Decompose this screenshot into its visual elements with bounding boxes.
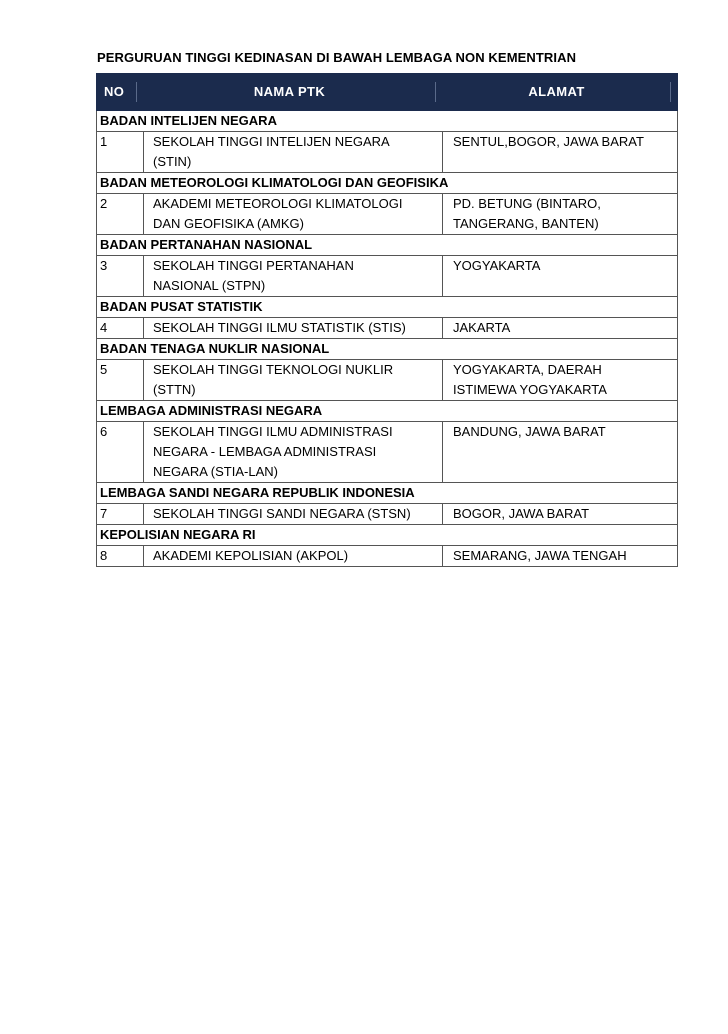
table-row [97,360,678,401]
agency-name: LEMBAGA ADMINISTRASI NEGARA [97,401,678,422]
agency-name: BADAN PERTANAHAN NASIONAL [97,235,678,256]
header-row [97,74,678,111]
agency-row [97,173,678,194]
name-line: SEKOLAH TINGGI ILMU ADMINISTRASI [153,424,393,439]
name-line: SEKOLAH TINGGI SANDI NEGARA (STSN) [153,506,411,521]
cell-address [443,546,678,567]
column-header-no [97,74,144,111]
column-header-no-label: NO [104,82,137,102]
agency-row [97,483,678,504]
agency-row [97,339,678,360]
cell-no: 2 [97,194,144,235]
cell-no: 7 [97,504,144,525]
name-line: (STIN) [153,154,192,169]
name-line: DAN GEOFISIKA (AMKG) [153,216,304,231]
agency-row [97,297,678,318]
address-line: PD. BETUNG (BINTARO, [453,196,601,211]
address-line: JAKARTA [453,320,511,335]
agency-row [97,401,678,422]
address-line: ISTIMEWA YOGYAKARTA [453,382,607,397]
cell-name [144,504,443,525]
cell-address [443,132,678,173]
agency-name: BADAN INTELIJEN NEGARA [97,111,678,132]
address-line: SENTUL,BOGOR, JAWA BARAT [453,134,644,149]
column-header-name [144,74,443,111]
cell-name [144,360,443,401]
table-row [97,256,678,297]
column-header-name-label: NAMA PTK [144,82,436,102]
agency-name: BADAN METEOROLOGI KLIMATOLOGI DAN GEOFISIKA [97,173,678,194]
ptk-table [96,73,678,567]
name-line: SEKOLAH TINGGI ILMU STATISTIK (STIS) [153,320,406,335]
agency-name: LEMBAGA SANDI NEGARA REPUBLIK INDONESIA [97,483,678,504]
name-line: SEKOLAH TINGGI INTELIJEN NEGARA [153,134,390,149]
table-row [97,318,678,339]
cell-no: 1 [97,132,144,173]
page-title: PERGURUAN TINGGI KEDINASAN DI BAWAH LEMBAGA NON KEMENTRIAN [97,50,577,65]
cell-no: 4 [97,318,144,339]
cell-no: 6 [97,422,144,483]
table-body [97,111,678,567]
agency-name: BADAN TENAGA NUKLIR NASIONAL [97,339,678,360]
cell-address [443,360,678,401]
table-row [97,422,678,483]
name-line: NEGARA (STIA-LAN) [153,464,278,479]
cell-address [443,256,678,297]
cell-name [144,194,443,235]
table-row [97,194,678,235]
agency-row [97,111,678,132]
name-line: (STTN) [153,382,196,397]
cell-no: 8 [97,546,144,567]
table-header [97,74,678,111]
address-line: SEMARANG, JAWA TENGAH [453,548,627,563]
cell-no: 3 [97,256,144,297]
cell-address [443,422,678,483]
name-line: NEGARA - LEMBAGA ADMINISTRASI [153,444,377,459]
name-line: SEKOLAH TINGGI TEKNOLOGI NUKLIR [153,362,394,377]
agency-row [97,235,678,256]
address-line: BOGOR, JAWA BARAT [453,506,590,521]
agency-name: KEPOLISIAN NEGARA RI [97,525,678,546]
address-line: BANDUNG, JAWA BARAT [453,424,606,439]
cell-name [144,318,443,339]
address-line: YOGYAKARTA, DAERAH [453,362,602,377]
column-header-address-label: ALAMAT [443,82,671,102]
cell-name [144,422,443,483]
cell-address [443,194,678,235]
cell-address [443,504,678,525]
name-line: AKADEMI KEPOLISIAN (AKPOL) [153,548,349,563]
cell-no: 5 [97,360,144,401]
table-row [97,504,678,525]
table-row [97,132,678,173]
table-row [97,546,678,567]
name-line: NASIONAL (STPN) [153,278,266,293]
cell-name [144,256,443,297]
name-line: AKADEMI METEOROLOGI KLIMATOLOGI [153,196,403,211]
agency-name: BADAN PUSAT STATISTIK [97,297,678,318]
cell-name [144,546,443,567]
address-line: TANGERANG, BANTEN) [453,216,599,231]
cell-name [144,132,443,173]
address-line: YOGYAKARTA [453,258,541,273]
cell-address [443,318,678,339]
name-line: SEKOLAH TINGGI PERTANAHAN [153,258,354,273]
agency-row [97,525,678,546]
column-header-address [443,74,678,111]
